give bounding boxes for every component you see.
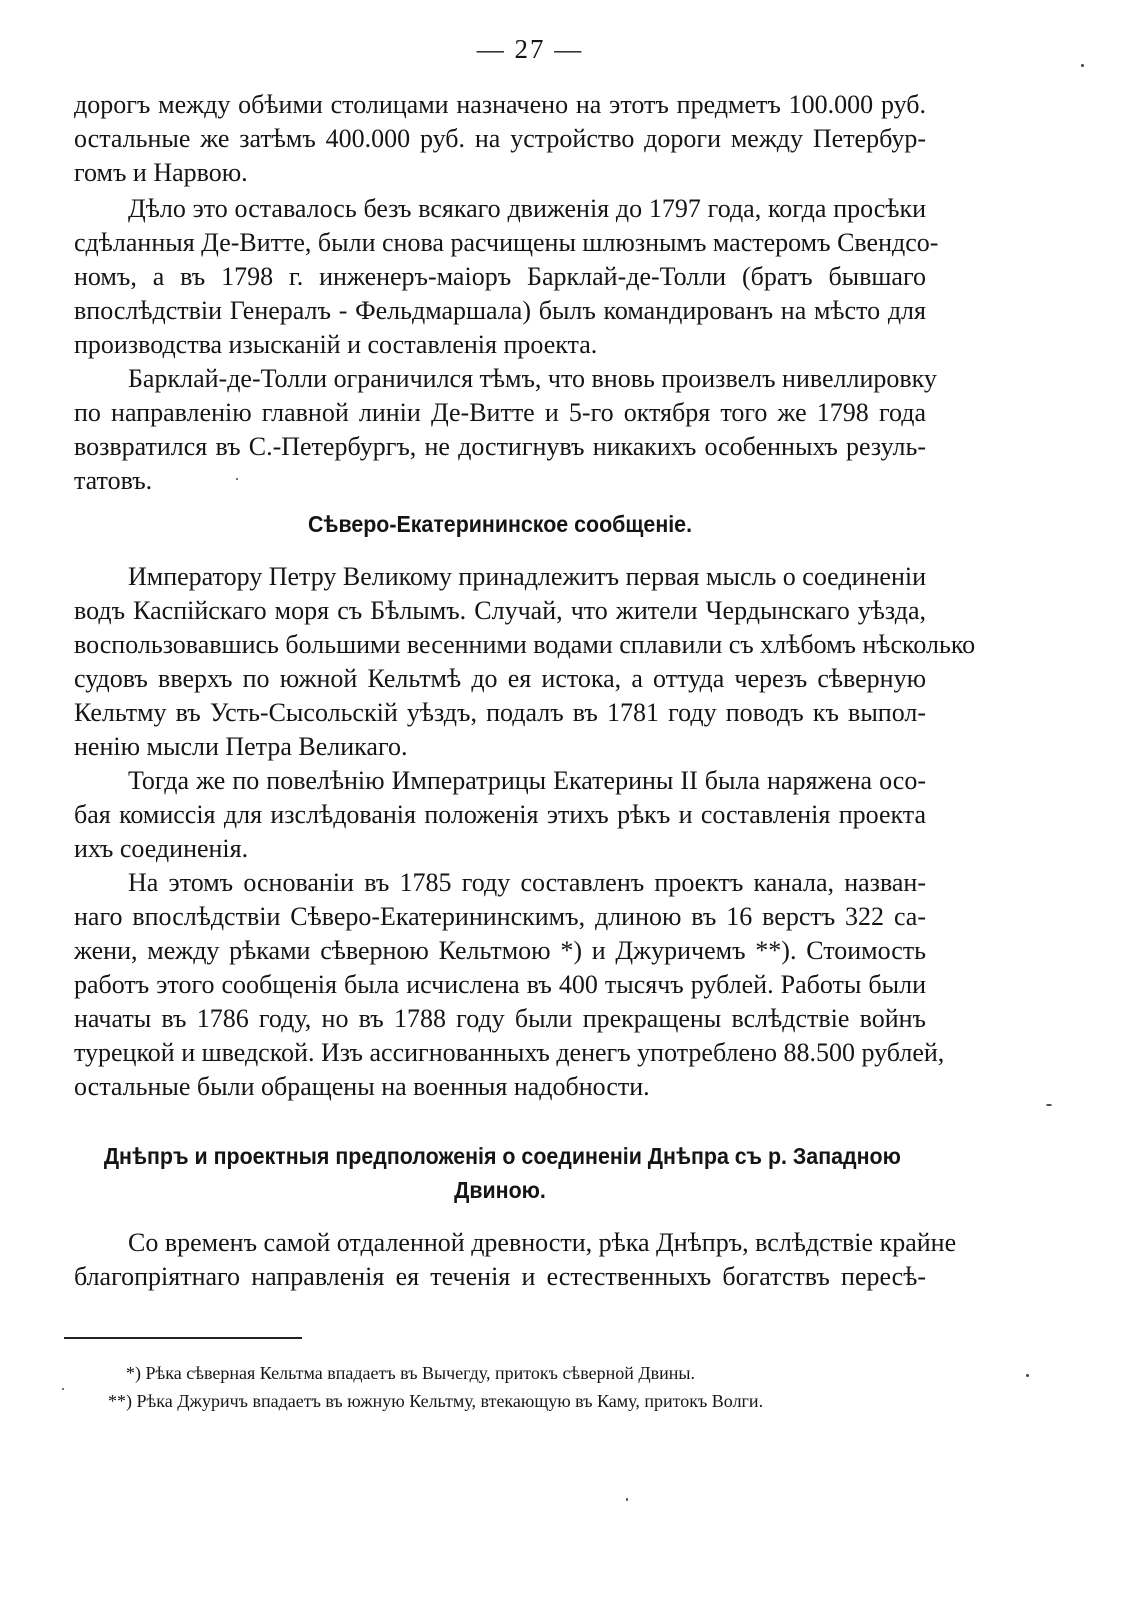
scan-speck xyxy=(62,1388,64,1390)
scan-speck xyxy=(1081,64,1084,67)
footnote-2: **) Рѣка Джуричъ впадаетъ въ южную Кельтму, втекающую въ Каму, притокъ Волги. xyxy=(108,1391,764,1411)
paragraph-6-line-4: работъ этого сообщенія была исчислена въ 400 тысячъ рублей. Работы были xyxy=(74,970,926,999)
paragraph-6-line-1: На этомъ основаніи въ 1785 году составленъ проектъ канала, назван- xyxy=(128,868,926,897)
scan-speck xyxy=(1026,1374,1029,1377)
paragraph-6-line-3: жени, между рѣками сѣверною Кельтмою *) и Джуричемъ **). Стоимость xyxy=(74,936,926,965)
scan-speck xyxy=(626,1498,628,1501)
paragraph-4-line-5: Кельтму въ Усть-Сысольскій уѣздъ, подалъ въ 1781 году поводъ къ выпол- xyxy=(74,698,926,727)
scan-speck xyxy=(236,478,238,480)
paragraph-5-line-1: Тогда же по повелѣнію Императрицы Екатерины II была наряжена осо- xyxy=(128,766,926,795)
scan-speck xyxy=(1046,1104,1052,1106)
paragraph-3-line-3: возвратился въ С.-Петербургъ, не достигнувъ никакихъ особенныхъ резуль- xyxy=(74,432,926,461)
paragraph-2-line-3: номъ, а въ 1798 г. инженеръ-маіоръ Барклай-де-Толли (братъ бывшаго xyxy=(74,262,926,291)
paragraph-4-line-2: водъ Каспійскаго моря съ Бѣлымъ. Случай, что жители Чердынскаго уѣзда, xyxy=(74,596,926,625)
paragraph-6-line-7: остальные были обращены на военныя надобности. xyxy=(74,1072,650,1101)
footnote-divider xyxy=(64,1337,302,1339)
paragraph-2-line-1: Дѣло это оставалось безъ всякаго движенія до 1797 года, когда просѣки xyxy=(128,194,926,223)
footnote-1: *) Рѣка сѣверная Кельтма впадаетъ въ Вычегду, притокъ сѣверной Двины. xyxy=(126,1363,695,1383)
paragraph-2-line-5: производства изысканій и составленія проекта. xyxy=(74,330,598,359)
paragraph-6-line-6: турецкой и шведской. Изъ ассигнованныхъ денегъ употреблено 88.500 рублей, xyxy=(74,1038,945,1067)
paragraph-4-line-3: воспользовавшись большими весенними водами сплавили съ хлѣбомъ нѣсколько xyxy=(74,630,976,659)
paragraph-3-line-2: по направленію главной линіи Де-Витте и 5-го октября того же 1798 года xyxy=(74,398,926,427)
paragraph-7-line-2: благопріятнаго направленія ея теченія и естественныхъ богатствъ пересѣ- xyxy=(74,1262,926,1291)
paragraph-7-line-1: Со временъ самой отдаленной древности, рѣка Днѣпръ, вслѣдствіе крайне xyxy=(128,1228,957,1257)
section-heading-dnieper-line-1: Днѣпръ и проектныя предположенія о соединеніи Днѣпра съ р. Западною xyxy=(103,1143,901,1169)
paragraph-2-line-4: впослѣдствіи Генералъ - Фельдмаршала) былъ командированъ на мѣсто для xyxy=(74,296,926,325)
paragraph-2-line-2: сдѣланныя Де-Витте, были снова расчищены шлюзнымъ мастеромъ Свендсо- xyxy=(74,228,939,257)
page-number: — 27 — xyxy=(476,34,584,64)
paragraph-5-line-3: ихъ соединенія. xyxy=(74,834,249,863)
paragraph-5-line-2: бая комиссія для изслѣдованія положенія этихъ рѣкъ и составленія проекта xyxy=(74,800,926,829)
section-heading-dnieper-line-2: Двиною. xyxy=(454,1177,546,1203)
paragraph-6-line-5: начаты въ 1786 году, но въ 1788 году были прекращены вслѣдствіе войнъ xyxy=(74,1004,926,1033)
paragraph-4-line-1: Императору Петру Великому принадлежитъ первая мысль о соединеніи xyxy=(128,562,927,591)
section-heading-north-catherine: Сѣверо-Екатерининское сообщеніе. xyxy=(307,511,693,537)
paragraph-3-line-4: татовъ. xyxy=(74,466,153,495)
paragraph-6-line-2: наго впослѣдствіи Сѣверо-Екатерининскимъ, длиною въ 16 верстъ 322 са- xyxy=(74,902,926,931)
paragraph-1-line-1: дорогъ между обѣими столицами назначено на этотъ предметъ 100.000 руб. xyxy=(74,90,926,119)
paragraph-1-line-2: остальные же затѣмъ 400.000 руб. на устройство дороги между Петербур- xyxy=(74,124,926,153)
paragraph-3-line-1: Барклай-де-Толли ограничился тѣмъ, что вновь произвелъ нивеллировку xyxy=(128,364,937,393)
paragraph-4-line-6: ненію мысли Петра Великаго. xyxy=(74,732,408,761)
paragraph-1-line-3: гомъ и Нарвою. xyxy=(74,158,248,187)
paragraph-4-line-4: судовъ вверхъ по южной Кельтмѣ до ея истока, а оттуда черезъ сѣверную xyxy=(74,664,926,693)
